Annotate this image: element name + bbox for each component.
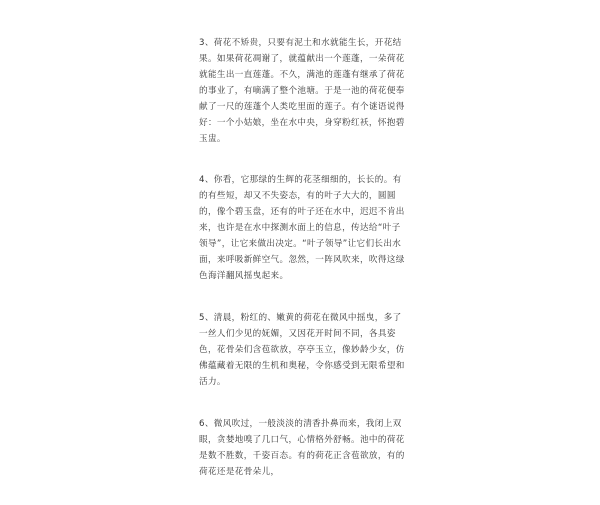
paragraph-number: 6、 [199,419,214,429]
paragraph-number: 4、 [199,175,214,185]
paragraph-text: 荷花不矫贵，只要有泥土和水就能生长，开花结果。如果荷花凋谢了，就蕴献出一个莲蓬，一朵荷花就能生出一直莲蓬。不久，满池的莲蓬有继承了荷花的事业了，有嘀满了整个池塘。于是一池的荷花便奉献了一尺的莲蓬个人类吃里面的莲子。有个谜语说得好：一个小姑娘，坐在水中央，身穿粉红袄，怀抱碧玉盅。 [199,38,405,144]
paragraph-text: 微风吹过，一般淡淡的清香扑鼻而来，我闭上双眼，贪婪地嗅了几口气，心情格外舒畅。池中的荷花是数不胜数，千姿百态。有的荷花正含苞欲放，有的荷花还是花骨朵儿， [199,419,405,477]
article-body [199,35,409,505]
paragraph-number: 3、 [199,38,214,48]
paragraph-5 [199,310,409,390]
paragraph-number: 5、 [199,313,214,323]
paragraph-3 [199,35,409,147]
paragraph-text: 清晨，粉红的、嫩黄的荷花在微风中摇曳，多了一丝人们少见的妩媚，又因花开时间不同，各具姿色，花骨朵们含苞欲放，亭亭玉立，像妙龄少女，仿佛蕴藏着无限的生机和奥秘，令你感受到无限希望和活力。 [199,313,405,387]
paragraph-6 [199,416,409,480]
paragraph-4 [199,172,409,284]
paragraph-text: 你看，它那绿的生辉的花茎细细的，长长的。有的有些短，却又不失姿态，有的叶子大大的，圆圆的，像个碧玉盘，还有的叶子还在水中，迟迟不肯出来，也许是在水中探测水面上的信息，传达给“叶子领导”，让它来做出决定。“叶子领导”让它们长出水面，来呼吸新鲜空气。忽然，一阵风吹来，吹得这绿色海洋翻风摇曳起来。 [199,175,405,281]
